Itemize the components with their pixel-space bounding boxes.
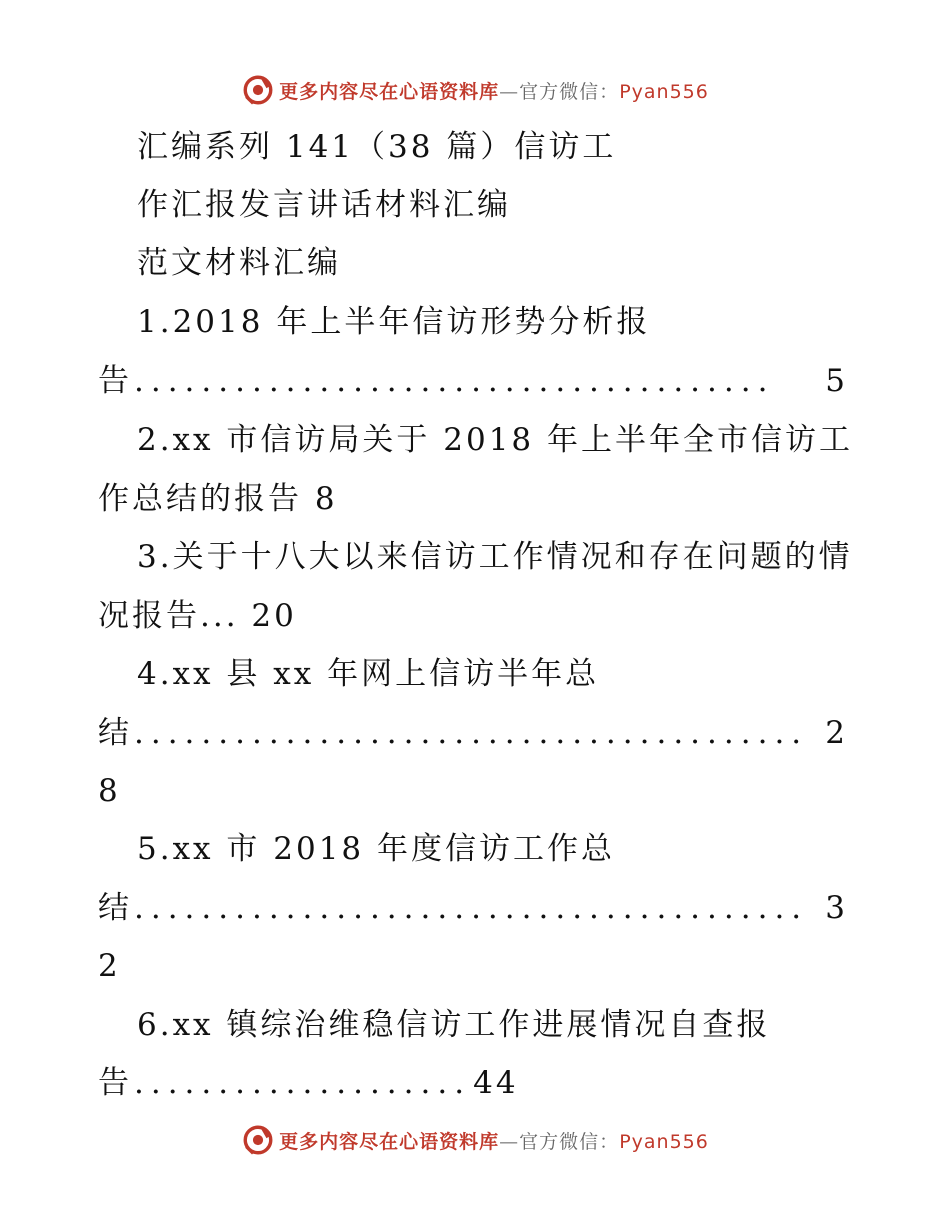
- toc-item-4-lead: 结: [98, 715, 132, 751]
- banner-label: 官方微信：: [519, 1130, 620, 1153]
- toc-item-1-lead: 告: [98, 363, 132, 399]
- toc-item-6-title: 6.xx 镇综治维稳信访工作进展情况自查报: [137, 1007, 771, 1043]
- toc-item-5-lead: 结: [98, 890, 132, 926]
- toc-item-5-dots: ........................................: [134, 890, 809, 926]
- toc-item-5-page: 3: [825, 890, 848, 926]
- toc-item-4-dots: ........................................: [134, 715, 809, 751]
- banner-label: 官方微信：: [519, 80, 620, 103]
- toc-item-5-leader: [98, 888, 848, 928]
- banner-dash: —: [499, 80, 520, 103]
- banner-wechat-id: Pyan556: [619, 1130, 709, 1153]
- toc-item-3-title: 3.关于十八大以来信访工作情况和存在问题的情: [137, 539, 853, 575]
- toc-item-4-leader: [98, 713, 848, 753]
- title-line-1: 汇编系列 141（38 篇）信访工: [137, 129, 617, 165]
- toc-item-5-title: 5.xx 市 2018 年度信访工作总: [137, 831, 615, 867]
- library-logo-icon: [241, 73, 275, 107]
- banner-dash: —: [499, 1130, 520, 1153]
- header-watermark-banner: [0, 70, 950, 110]
- toc-item-6-dots: ....................: [134, 1065, 472, 1101]
- toc-item-4-page-overflow: 8: [98, 773, 121, 809]
- toc-item-1-page: 5: [825, 363, 848, 399]
- title-line-2: 作汇报发言讲话材料汇编: [137, 187, 511, 223]
- library-logo-icon: [241, 1123, 275, 1157]
- banner-brand-text: 更多内容尽在心语资料库: [279, 1130, 500, 1153]
- title-line-3: 范文材料汇编: [137, 245, 341, 281]
- toc-item-2-continuation: 作总结的报告 8: [98, 481, 338, 517]
- toc-item-1-dots: ......................................: [134, 363, 775, 399]
- toc-item-4-page: 2: [825, 715, 848, 751]
- toc-item-5-page-overflow: 2: [98, 948, 121, 984]
- toc-item-4-title: 4.xx 县 xx 年网上信访半年总: [137, 656, 600, 692]
- footer-watermark-banner: [0, 1120, 950, 1160]
- banner-brand-text: 更多内容尽在心语资料库: [279, 80, 500, 103]
- toc-item-6-page: 44: [473, 1065, 519, 1101]
- toc-item-3-continuation: 况报告... 20: [98, 598, 297, 634]
- toc-item-2-title: 2.xx 市信访局关于 2018 年上半年全市信访工: [137, 422, 853, 458]
- toc-item-6-lead: 告: [98, 1065, 132, 1101]
- toc-item-6-leader: [98, 1063, 519, 1103]
- toc-item-1-leader: [98, 361, 848, 401]
- banner-wechat-id: Pyan556: [619, 80, 709, 103]
- toc-item-1-title: 1.2018 年上半年信访形势分析报: [137, 304, 651, 340]
